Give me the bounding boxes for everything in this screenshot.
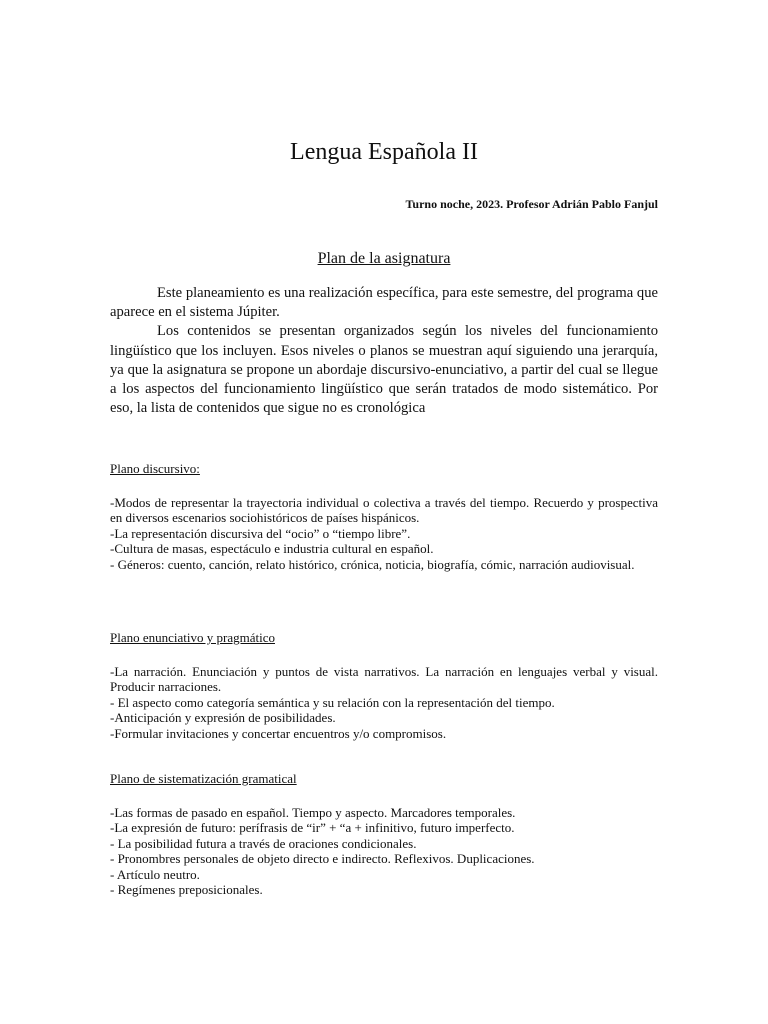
list-item: - La posibilidad futura a través de oraciones condicionales. [110,835,417,851]
list-item: -La representación discursiva del “ocio” o “tiempo libre”. [110,525,411,541]
list-item: - Artículo neutro. [110,866,200,882]
list-item: - Regímenes preposicionales. [110,882,263,897]
section-enunciative [110,630,658,741]
section-items [110,664,658,742]
document-title: Lengua Española II [290,139,478,165]
section-grammar [110,771,658,898]
section-discursive [110,461,658,572]
list-item: -Cultura de masas, espectáculo e industria cultural en español. [110,541,434,556]
section-title: Plano enunciativo y pragmático [110,630,275,645]
list-item: - El aspecto como categoría semántica y su relación con la representación del tiempo. [110,694,555,710]
list-item: - Pronombres personales de objeto directo e indirecto. Reflexivos. Duplicaciones. [110,851,535,866]
section-items [110,495,658,573]
course-subtitle: Turno noche, 2023. Profesor Adrián Pablo Fanjul [405,197,658,211]
section-title: Plano de sistematización gramatical [110,771,297,786]
list-item: -Anticipación y expresión de posibilidades. [110,710,336,725]
list-item: -Formular invitaciones y concertar encuentros y/o compromisos. [110,725,447,741]
list-item: -Las formas de pasado en español. Tiempo y aspecto. Marcadores temporales. [110,804,516,820]
plan-title: Plan de la asignatura [317,250,451,267]
intro-paragraph: Este planeamiento es una realización específica, para este semestre, del programa que aparece en el sistema Júpiter. [110,285,658,321]
section-title: Plano discursivo: [110,461,200,476]
list-item: - Géneros: cuento, canción, relato histórico, crónica, noticia, biografía, cómic, narración audiovisual. [110,556,635,572]
intro-paragraph: Los contenidos se presentan organizados según los niveles del funcionamiento lingüístico que los incluyen. Esos niveles o planos se muestran aquí siguiendo una jerarquía, ya que la asignatura se propone un abordaje discursivo-enunciativo, a partir del cual se llegue a los aspectos del funcionamiento lingüístico que serán tratados de modo sistemático. Por eso, la lista de contenidos que sigue no es cronológica [110,323,658,417]
section-items [110,805,658,898]
list-item: -La narración. Enunciación y puntos de vista narrativos. La narración en lenguajes verbal y visual. Producir narraciones. [110,663,658,694]
list-item: -La expresión de futuro: perífrasis de “ir” + “a + infinitivo, futuro imperfecto. [110,820,515,835]
list-item: -Modos de representar la trayectoria individual o colectiva a través del tiempo. Recuerdo y prospectiva en diversos escenarios sociohistóricos de países hispánicos. [110,494,658,525]
intro-text [110,284,658,418]
